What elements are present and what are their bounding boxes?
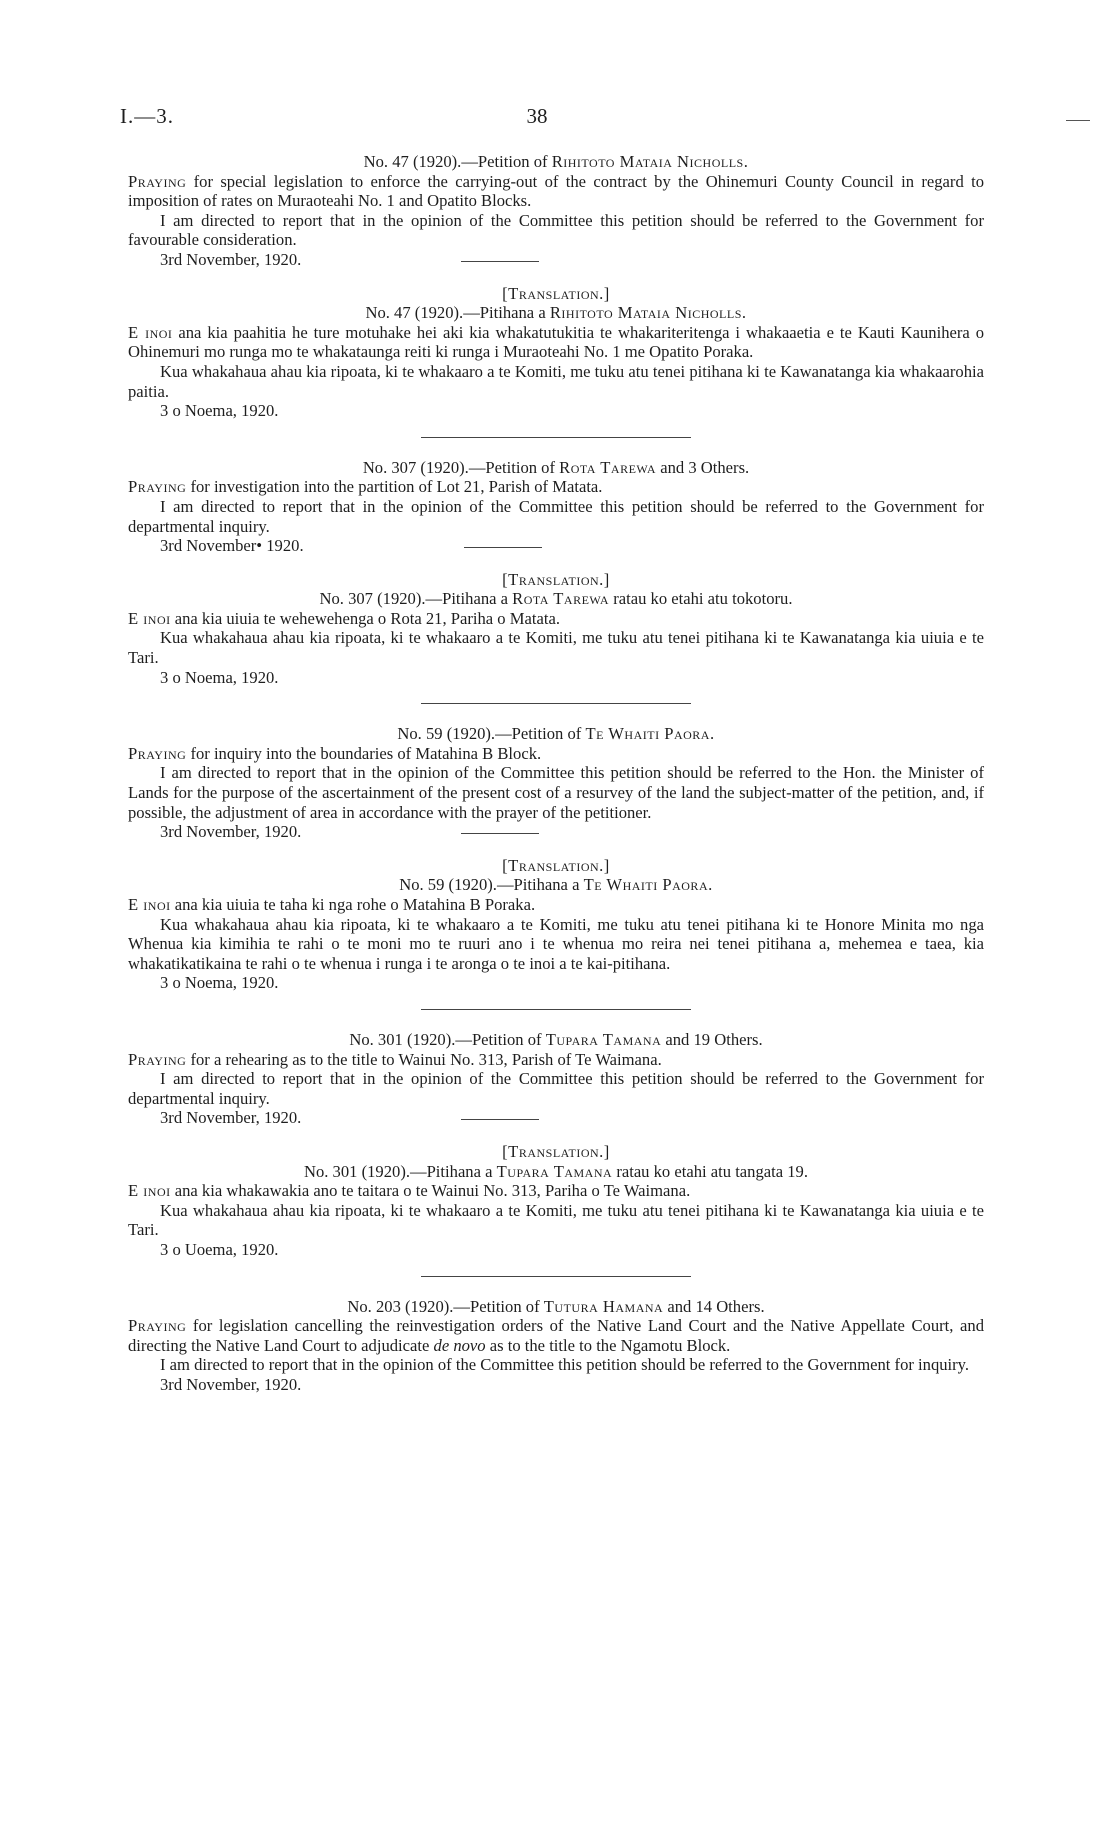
translation-report: Kua whakahaua ahau kia ripoata, ki te whakaaro a te Komiti, me tuku atu tenei pitihana ki te Kawanatanga kia whakaarohia paitia.: [128, 361, 984, 401]
short-rule: [464, 547, 542, 548]
short-rule: [461, 261, 539, 262]
translation-date: 3 o Noema, 1920.: [160, 401, 279, 421]
translation-date: 3 o Noema, 1920.: [160, 973, 279, 993]
committee-report: I am directed to report that in the opinion of the Committee this petition should be referred to the Government for departmental inquiry.: [128, 496, 984, 536]
section-divider: [421, 703, 691, 704]
document-reference: I.—3.: [120, 104, 174, 128]
section-divider: [421, 437, 691, 438]
translation-heading: No. 59 (1920).—Pitihana a Te Whaiti Paora.: [399, 875, 713, 895]
petitioner-name: Tutura Hamana: [543, 1296, 664, 1316]
petition-prayer: Praying for a rehearing as to the title to Wainui No. 313, Parish of Te Waimana.: [128, 1049, 662, 1069]
section-divider: [421, 1009, 691, 1010]
translation-label: [Translation.]: [502, 1141, 610, 1161]
translation-prayer: E inoi ana kia uiuia te taha ki nga rohe o Matahina B Poraka.: [128, 895, 536, 914]
translation-heading: No. 301 (1920).—Pitihana a Tupara Tamana ratau ko etahi atu tangata 19.: [303, 1161, 808, 1181]
petition-heading: No. 307 (1920).—Petition of Rota Tarewa and 3 Others.: [362, 457, 750, 477]
petition-heading: No. 203 (1920).—Petition of Tutura Hamana and 14 Others.: [347, 1296, 765, 1316]
report-date: 3rd November, 1920.: [128, 1108, 984, 1128]
petitioner-name: Te Whaiti Paora.: [585, 724, 715, 744]
report-date: 3rd November• 1920.: [128, 536, 984, 556]
translation-report: Kua whakahaua ahau kia ripoata, ki te whakaaro a te Komiti, me tuku atu tenei pitihana ki te Kawanatanga kia uiuia e te Tari.: [128, 1200, 984, 1240]
committee-report: I am directed to report that in the opinion of the Committee this petition should be referred to the Government for favourable consideration.: [128, 210, 984, 250]
report-date: 3rd November, 1920.: [128, 822, 984, 842]
petitioner-name: Tupara Tamana: [545, 1029, 662, 1049]
short-rule: [461, 833, 539, 834]
petition-heading: No. 59 (1920).—Petition of Te Whaiti Paora.: [397, 724, 715, 744]
petition-heading: No. 301 (1920).—Petition of Tupara Tamana and 19 Others.: [349, 1029, 763, 1049]
document-body: [128, 152, 984, 1394]
committee-report: I am directed to report that in the opinion of the Committee this petition should be referred to the Government for departmental inquiry.: [128, 1069, 984, 1108]
translation-label: [Translation.]: [502, 855, 610, 875]
translation-prayer: E inoi ana kia paahitia he ture motuhake hei aki kia whakatutukitia te whakariteritenga i whakaaetia e te Kauti Kaunihera o Ohinemuri mo runga mo te whakataunga reiti ki runga i Muraoteahi No. 1 me Opatito Poraka.: [128, 322, 984, 362]
translation-report: Kua whakahaua ahau kia ripoata, ki te whakaaro a te Komiti, me tuku atu tenei pitihana ki te Kawanatanga kia uiuia e te Tari.: [128, 628, 984, 668]
petition-heading: No. 47 (1920).—Petition of Rihitoto Mataia Nicholls.: [363, 152, 749, 171]
margin-mark: [1066, 120, 1090, 121]
translation-label: [Translation.]: [502, 283, 610, 303]
translation-date: 3 o Noema, 1920.: [160, 667, 279, 687]
page-number: 38: [526, 104, 548, 128]
translation-heading: No. 307 (1920).—Pitihana a Rota Tarewa ratau ko etahi atu tokotoru.: [319, 589, 793, 609]
petitioner-name: Rota Tarewa: [559, 457, 657, 477]
petitioner-name: Rihitoto Mataia Nicholls.: [551, 152, 749, 171]
short-rule: [461, 1119, 539, 1120]
section-divider: [421, 1276, 691, 1277]
translation-label: [Translation.]: [502, 569, 610, 589]
committee-report: I am directed to report that in the opinion of the Committee this petition should be referred to the Government for inquiry.: [160, 1355, 970, 1375]
petition-prayer: Praying for inquiry into the boundaries of Matahina B Block.: [128, 743, 542, 763]
translation-date: 3 o Uoema, 1920.: [160, 1239, 279, 1259]
committee-report: I am directed to report that in the opinion of the Committee this petition should be referred to the Hon. the Minister of Lands for the purpose of the ascertainment of the present cost of a resurvey of the land the subject-matter of the petition, and, if possible, the adjustment of area in accordance with the prayer of the petitioner.: [128, 763, 984, 822]
report-date: 3rd November, 1920.: [160, 1374, 302, 1394]
translation-prayer: E inoi ana kia whakawakia ano te taitara o te Wainui No. 313, Pariha o Te Waimana.: [128, 1181, 691, 1201]
translation-report: Kua whakahaua ahau kia ripoata, ki te whakaaro a te Komiti, me tuku atu tenei pitihana ki te Honore Minita mo nga Whenua kia kimihia te rahi o te moni mo te ruuri ano i te whenua mo reira nei tenei pitihana a, mehemea e taea, kia whakatikatikaina te rahi o te whenua i runga i te aronga o te inoi a te kai-pitihana.: [128, 914, 984, 973]
translation-heading: No. 47 (1920).—Pitihana a Rihitoto Mataia Nicholls.: [365, 303, 747, 323]
translation-prayer: E inoi ana kia uiuia te wehewehenga o Rota 21, Pariha o Matata.: [128, 608, 560, 628]
petition-prayer: Praying for legislation cancelling the reinvestigation orders of the Native Land Court and the Native Appellate Court, and directing the Native Land Court to adjudicate de novo as to the title to the Ngamotu Block.: [128, 1316, 984, 1355]
petition-prayer: Praying for special legislation to enforce the carrying-out of the contract by the Ohinemuri County Council in regard to imposition of rates on Muraoteahi No. 1 and Opatito Blocks.: [128, 171, 984, 211]
petition-prayer: Praying for investigation into the partition of Lot 21, Parish of Matata.: [128, 477, 603, 497]
report-date: 3rd November, 1920.: [128, 250, 984, 270]
